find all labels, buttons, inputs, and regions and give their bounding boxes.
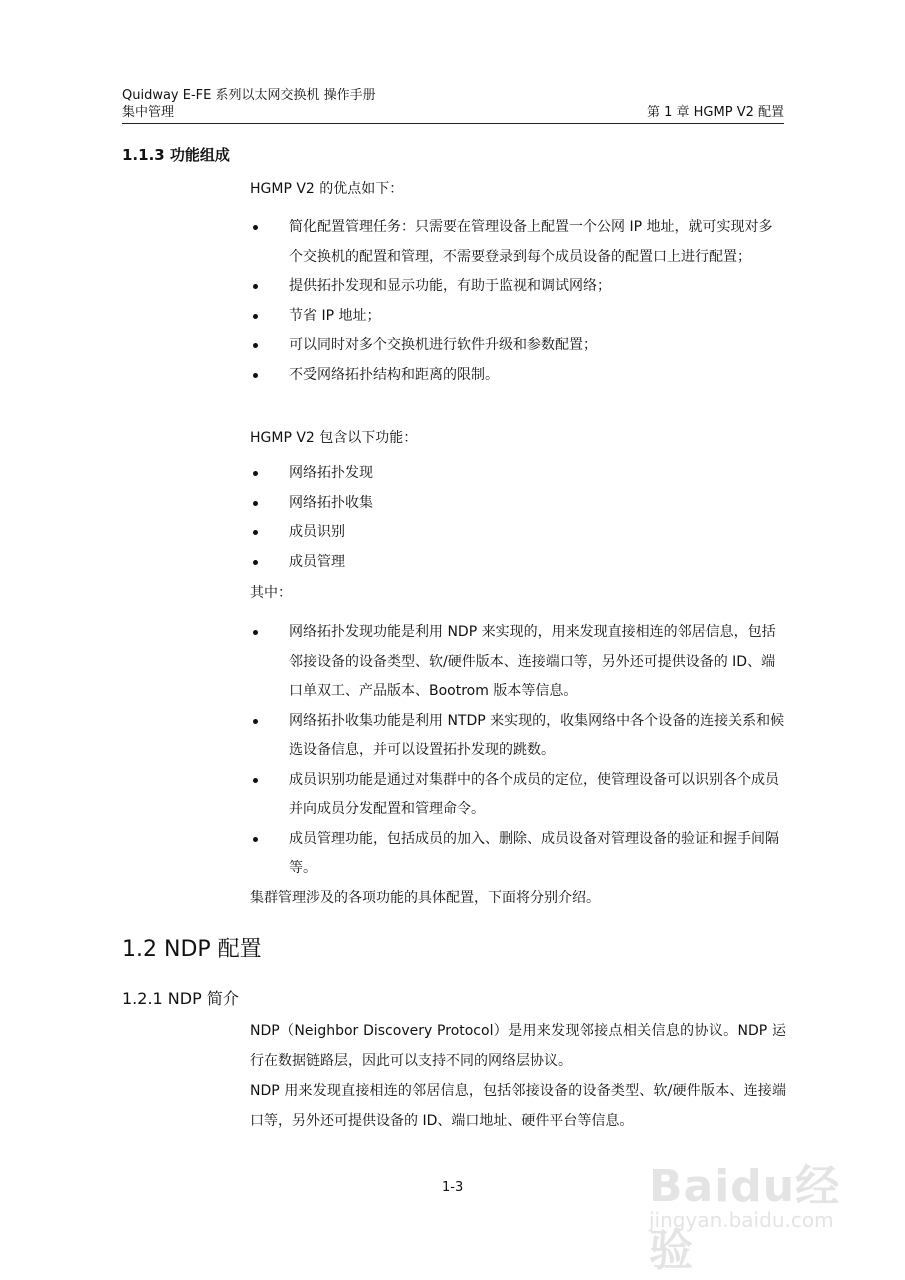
advantages-list bbox=[250, 213, 786, 390]
list-item: 可以同时对多个交换机进行软件升级和参数配置； bbox=[250, 331, 786, 361]
functions-list bbox=[250, 459, 786, 577]
list-item: 简化配置管理任务：只需要在管理设备上配置一个公网 IP 地址，就可实现对多个交换机的配置和管理，不需要登录到每个成员设备的配置口上进行配置； bbox=[250, 213, 786, 272]
bullet-icon bbox=[253, 719, 258, 724]
bullet-icon bbox=[253, 837, 258, 842]
details-intro: 其中： bbox=[250, 585, 292, 601]
bullet-icon bbox=[253, 560, 258, 565]
header-divider bbox=[122, 123, 784, 124]
section-113-closing: 集群管理涉及的各项功能的具体配置，下面将分别介绍。 bbox=[250, 890, 600, 906]
bullet-icon bbox=[253, 530, 258, 535]
list-item: 成员识别功能是通过对集群中的各个成员的定位，使管理设备可以识别各个成员并向成员分发配置和管理命令。 bbox=[250, 766, 786, 825]
list-item: 网络拓扑收集功能是利用 NTDP 来实现的，收集网络中各个设备的连接关系和候选设备信息，并可以设置拓扑发现的跳数。 bbox=[250, 707, 786, 766]
list-item: 提供拓扑发现和显示功能，有助于监视和调试网络； bbox=[250, 272, 786, 302]
functions-intro: HGMP V2 包含以下功能： bbox=[250, 430, 418, 446]
list-item: 网络拓扑收集 bbox=[250, 489, 786, 519]
header-chapter-topic: 集中管理 bbox=[122, 105, 175, 120]
advantages-intro: HGMP V2 的优点如下： bbox=[250, 181, 404, 197]
bullet-icon bbox=[253, 778, 258, 783]
list-item: 成员管理功能，包括成员的加入、删除、成员设备对管理设备的验证和握手间隔等。 bbox=[250, 825, 786, 884]
ndp-intro-paragraph: NDP（Neighbor Discovery Protocol）是用来发现邻接点相关信息的协议。NDP 运行在数据链路层，因此可以支持不同的网络层协议。 bbox=[250, 1023, 786, 1069]
bullet-icon bbox=[253, 314, 258, 319]
section-113-title: 1.1.3 功能组成 bbox=[122, 146, 230, 164]
baidu-watermark bbox=[649, 1150, 859, 1276]
list-item: 成员管理 bbox=[250, 548, 786, 578]
bullet-icon bbox=[253, 471, 258, 476]
list-item: 节省 IP 地址； bbox=[250, 302, 786, 332]
bullet-icon bbox=[253, 501, 258, 506]
bullet-icon bbox=[253, 373, 258, 378]
bullet-icon bbox=[253, 630, 258, 635]
list-item: 网络拓扑发现功能是利用 NDP 来实现的，用来发现直接相连的邻居信息，包括邻接设备的设备类型、软/硬件版本、连接端口等，另外还可提供设备的 ID、端口单双工、产品版本、Bootrom 版本等信息。 bbox=[250, 618, 786, 707]
details-list bbox=[250, 618, 786, 884]
bullet-icon bbox=[253, 343, 258, 348]
watermark-url: jingyan.baidu.com bbox=[649, 1208, 834, 1232]
watermark-logo: Baidu经验 bbox=[649, 1161, 841, 1276]
list-item: 不受网络拓扑结构和距离的限制。 bbox=[250, 361, 786, 391]
page-number: 1-3 bbox=[442, 1180, 464, 1195]
section-12-title: 1.2 NDP 配置 bbox=[122, 937, 262, 962]
section-121-title: 1.2.1 NDP 简介 bbox=[122, 989, 239, 1008]
ndp-detail-paragraph: NDP 用来发现直接相连的邻居信息，包括邻接设备的设备类型、软/硬件版本、连接端口等，另外还可提供设备的 ID、端口地址、硬件平台等信息。 bbox=[250, 1083, 786, 1129]
header-chapter-title: 第 1 章 HGMP V2 配置 bbox=[646, 105, 784, 120]
list-item: 网络拓扑发现 bbox=[250, 459, 786, 489]
list-item: 成员识别 bbox=[250, 518, 786, 548]
header-manual-title: Quidway E-FE 系列以太网交换机 操作手册 bbox=[122, 88, 376, 103]
bullet-icon bbox=[253, 284, 258, 289]
bullet-icon bbox=[253, 225, 258, 230]
